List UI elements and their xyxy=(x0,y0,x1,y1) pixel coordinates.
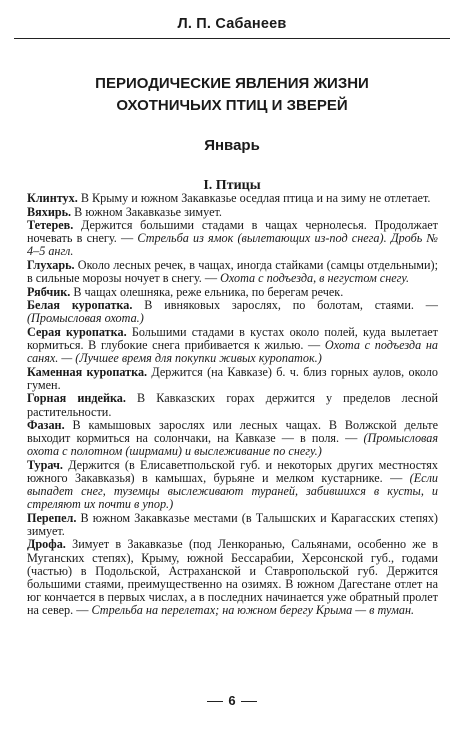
month-heading: Январь xyxy=(204,137,260,154)
entry-text: В чащах олешняка, реже ельника, по берегам речек. xyxy=(70,284,344,299)
entry-note: Стрельба из ямок (вылетающих из-под снега). Дробь № 4–5 англ. xyxy=(27,231,438,259)
entry-text: В ивняковых зарослях, по болотам, стаями. — xyxy=(132,298,438,313)
entry-text: Держится большими стадами в чащах чернолесья. Продолжает ночевать в снегу. — xyxy=(27,218,438,246)
author-name: Л. П. Сабанеев xyxy=(177,16,287,32)
entry xyxy=(27,299,438,325)
entry-text: В Крыму и южном Закавказье оседлая птица и на зиму не отлетает. xyxy=(77,191,431,205)
entry-text: Зимует в Закавказье (под Ленкоранью, Сальянами, особенно же в Муганских степях), Крыму, южной Бессарабии, Херсонской губ., годами (частью) в Подольской, Астраханской и Ставропольской губ. Держится большими стаями, преимущественно на озимях. В южном Дагестане отлет на юг кончается в первых числах, а в последних начинается уже обратный пролет на север. — xyxy=(27,537,438,617)
entry-note: Охота с подъезда, в негустом снегу. xyxy=(220,271,410,286)
entries-list xyxy=(27,192,438,618)
entry-note: (Промысловая охота.) xyxy=(27,311,144,326)
entry-term: Дрофа. xyxy=(27,537,66,552)
entry xyxy=(27,538,438,617)
folio-rule-left xyxy=(207,701,223,702)
entry-text: В камышовых зарослях или лесных чащах. В Волжской дельте выходит кормиться на солончаки, на Кавказе — в поля. — xyxy=(27,418,438,446)
running-head xyxy=(14,6,450,39)
title-line: ОХОТНИЧЬИХ ПТИЦ И ЗВЕРЕЙ xyxy=(116,97,348,114)
section-heading: I. Птицы xyxy=(203,178,261,193)
entry-note: Охота с подъезда на санях. — (Лучшее время для покупки живых куропаток.) xyxy=(27,338,438,366)
entry xyxy=(27,326,438,365)
entry-term: Клинтух. xyxy=(27,191,78,205)
article-title xyxy=(0,73,464,117)
entry-term: Белая куропатка. xyxy=(27,298,133,313)
entry-text: В южном Закавказье местами (в Талышских и Карагасских степях) зимует. xyxy=(27,510,438,538)
entry xyxy=(27,512,438,538)
entry xyxy=(27,219,438,258)
entry-term: Тетерев. xyxy=(27,218,74,233)
entry xyxy=(27,419,438,458)
entry xyxy=(27,286,438,299)
title-line: ПЕРИОДИЧЕСКИЕ ЯВЛЕНИЯ ЖИЗНИ xyxy=(95,75,369,92)
entry-term: Перепел. xyxy=(27,510,77,525)
entry xyxy=(27,459,438,511)
entry xyxy=(27,392,438,418)
entry xyxy=(27,206,438,219)
page-footer xyxy=(0,693,464,708)
entry-text: Около лесных речек, в чащах, иногда стайками (самцы отдельными); в сильные морозы ночует в снегу. — xyxy=(27,257,438,286)
entry-term: Глухарь. xyxy=(27,257,75,272)
entry xyxy=(27,192,438,205)
entry-text: Держится (на Кавказе) б. ч. близ горных аулов, около гумен. xyxy=(27,364,438,392)
entry-term: Рябчик. xyxy=(27,284,71,299)
entry xyxy=(27,259,438,285)
entry-text: В южном Закавказье зимует. xyxy=(71,204,222,219)
entry-term: Серая куропатка. xyxy=(27,324,127,339)
page-number: 6 xyxy=(228,693,236,708)
entry-text: Большими стадами в кустах около полей, куда вылетает кормиться. В глубокие снега прибивается к жилью. — xyxy=(27,324,439,353)
entry-term: Каменная куропатка. xyxy=(27,364,148,379)
entry-term: Вяхирь. xyxy=(27,204,72,219)
entry-note: Стрельба на перелетах; на южном берегу Крыма — в туман. xyxy=(91,602,415,617)
entry-text: Держится (в Елисаветпольской губ. и некоторых других местностях южного Закавказья) в камышах, бурьяне и мелком кустарнике. — xyxy=(27,457,438,485)
entry-term: Горная индейка. xyxy=(27,391,126,406)
entry-term: Фазан. xyxy=(27,418,65,433)
entry-note: (Если выпадет снег, туземцы выслеживают туранeй, забившихся в кусты, и стреляют их почти в упор.) xyxy=(27,470,438,512)
entry-term: Турач. xyxy=(27,457,63,472)
folio-rule-right xyxy=(241,701,257,702)
entry-note: (Промысловая охота с полотном (ширмами) и выслеживание по снегу.) xyxy=(27,431,438,459)
entry xyxy=(27,366,438,392)
entry-text: В Кавказских горах держится у пределов лесной растительности. xyxy=(27,391,438,419)
